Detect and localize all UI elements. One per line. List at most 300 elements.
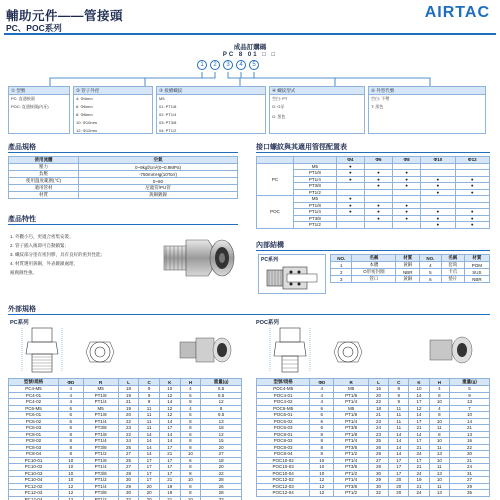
cell: 25 xyxy=(118,457,139,464)
cell: 4 xyxy=(58,399,83,406)
model-cell: POC xyxy=(257,196,294,229)
fit-dot: ● xyxy=(364,215,392,222)
cell: 8 xyxy=(58,438,83,445)
cell: PT1/2 xyxy=(334,490,368,497)
cell: 11 xyxy=(139,425,160,432)
cell: 12 xyxy=(159,405,180,412)
internal-title: 內部結構 xyxy=(256,242,284,249)
cell: 13 xyxy=(449,399,489,406)
cell: 35 xyxy=(449,490,489,497)
fit-dot: ● xyxy=(336,170,364,177)
cell: 4 xyxy=(180,405,201,412)
col-header: Φ10 xyxy=(421,157,455,164)
code-circle: 4 xyxy=(236,60,246,70)
thread-cell: PT1/8 xyxy=(294,202,337,209)
cell: 28 xyxy=(201,490,242,497)
cell: 10 xyxy=(429,418,449,425)
cell: O形密封圈 xyxy=(352,269,396,276)
spec-value: -750mmHg(10Torr) xyxy=(79,171,238,178)
cell: 4 xyxy=(310,392,334,399)
cell: 12 xyxy=(58,496,83,500)
cell: 10 xyxy=(409,386,429,393)
col-header: C xyxy=(389,379,409,386)
order-code-box-shape xyxy=(368,86,486,134)
cell: POC8-01 xyxy=(257,431,310,438)
cell: 8 xyxy=(201,405,242,412)
cell: PT3/8 xyxy=(334,464,368,471)
compat-divider xyxy=(256,152,490,153)
spec-label: 壓力 xyxy=(9,164,79,171)
thread-cell: M5 xyxy=(294,163,337,170)
cell: 26 xyxy=(368,444,388,451)
cell: 14 xyxy=(389,444,409,451)
cell: PT1/2 xyxy=(83,451,118,458)
cell: POC4-01 xyxy=(257,392,310,399)
fit-dot xyxy=(336,222,364,229)
col-header: Φ4 xyxy=(336,157,364,164)
spec-label: 適用管材 xyxy=(9,185,79,192)
thread-cell: PT1/2 xyxy=(294,189,337,196)
cell: PC10-04 xyxy=(9,477,59,484)
fit-dot: ● xyxy=(364,176,392,183)
internal-diagram-label: PC系列 xyxy=(261,257,278,263)
table-header-row xyxy=(9,379,242,386)
cell: 19 xyxy=(159,490,180,497)
cell: POC8-02 xyxy=(257,438,310,445)
cell: 管口 xyxy=(352,276,396,283)
cell: PC6-03 xyxy=(9,425,59,432)
specs-table xyxy=(8,156,238,199)
cell: 21 xyxy=(159,477,180,484)
cell: 6 xyxy=(310,418,334,425)
fit-dot: ● xyxy=(393,202,421,209)
spec-value: 空氣 xyxy=(79,157,238,164)
cell: 16 xyxy=(368,386,388,393)
order-code-connector-lines xyxy=(10,72,480,86)
cell: 8 xyxy=(58,451,83,458)
fit-dot: ● xyxy=(455,183,489,190)
box-line: 04: PT1/2 xyxy=(159,128,177,133)
cell: 17 xyxy=(139,477,160,484)
cell: 6 xyxy=(310,405,334,412)
cell: 4 xyxy=(58,392,83,399)
feature-item: 2. 管子插入後即可自動鎖緊； xyxy=(10,243,70,248)
cell: 12 xyxy=(201,399,242,406)
cell: 14 xyxy=(449,418,489,425)
cell: 10 xyxy=(429,399,449,406)
thread-cell: M5 xyxy=(294,196,337,203)
cell: 10 xyxy=(180,451,201,458)
cell: 19 xyxy=(159,483,180,490)
order-code-circles xyxy=(197,60,259,70)
cell: POC6-02 xyxy=(257,418,310,425)
cell: 31 xyxy=(449,470,489,477)
cell: 8 xyxy=(180,470,201,477)
internal-divider xyxy=(256,250,490,251)
features-title: 產品特性 xyxy=(8,216,36,223)
cell: 8 xyxy=(180,425,201,432)
cell: 11 xyxy=(389,418,409,425)
col-header: H xyxy=(180,379,201,386)
col-header: Φ8 xyxy=(393,157,421,164)
cell: PT3/8 xyxy=(83,490,118,497)
cell: 11 xyxy=(389,425,409,432)
col-header: Φ6 xyxy=(364,157,392,164)
cell: 12 xyxy=(310,477,334,484)
cell: 12 xyxy=(310,490,334,497)
table-header-row xyxy=(257,379,490,386)
poc-dimension-drawing xyxy=(262,326,382,378)
cell: 6 xyxy=(180,412,201,419)
cell: 10 xyxy=(58,470,83,477)
cell: 21 xyxy=(409,483,429,490)
cell: 18 xyxy=(118,386,139,393)
table-row xyxy=(9,185,238,192)
col-header: 名稱 xyxy=(352,255,396,262)
cell: 14 xyxy=(389,451,409,458)
cell: NBR xyxy=(396,269,420,276)
table-header-row xyxy=(331,255,490,262)
cell: 21 xyxy=(449,425,489,432)
cell: 4 xyxy=(58,386,83,393)
cell: 17 xyxy=(159,444,180,451)
cell: PT1/2 xyxy=(334,470,368,477)
fit-dot: ● xyxy=(336,176,364,183)
col-header: NO. xyxy=(331,255,352,262)
cell: 33 xyxy=(201,496,242,500)
spec-label: 負壓 xyxy=(9,171,79,178)
cell: 10 xyxy=(180,477,201,484)
cell: 18 xyxy=(368,405,388,412)
cell: 8 xyxy=(180,490,201,497)
spec-label: 使用溫度範圍(℃) xyxy=(9,178,79,185)
col-header: ΦD xyxy=(58,379,83,386)
cell: 17 xyxy=(409,457,429,464)
cell: 18 xyxy=(201,457,242,464)
cell: 12 xyxy=(159,392,180,399)
cell: 4 xyxy=(180,386,201,393)
cell: 6 xyxy=(180,392,201,399)
cell: 21 xyxy=(159,496,180,500)
cell: 20 xyxy=(201,444,242,451)
thread-cell: PT1/4 xyxy=(294,209,337,216)
table-row xyxy=(9,496,242,500)
cell: 7 xyxy=(449,405,489,412)
cell: 24 xyxy=(449,464,489,471)
cell: 24 xyxy=(409,451,429,458)
code-circle: 2 xyxy=(210,60,220,70)
col-header: L xyxy=(368,379,388,386)
box-heading: ④ 螺紋型式 xyxy=(270,87,364,95)
cell: 10 xyxy=(449,412,489,419)
cell: 6.5 xyxy=(201,386,242,393)
cell: 19 xyxy=(118,405,139,412)
box-heading: ③ 接續螺紋 xyxy=(157,87,265,95)
dims-divider xyxy=(8,314,490,315)
fit-dot: ● xyxy=(455,189,489,196)
cell: 10 xyxy=(310,457,334,464)
table-row xyxy=(331,276,490,283)
feature-item: 3. 螺紋部分塗有密封膠，具有良好的密封性能； xyxy=(10,252,106,257)
fit-dot: ● xyxy=(336,163,364,170)
cell: PT3/8 xyxy=(83,425,118,432)
specs-divider xyxy=(8,152,238,153)
cell: 14 xyxy=(159,399,180,406)
cell: 20 xyxy=(368,392,388,399)
cell: 13 xyxy=(429,470,449,477)
box-line: G: 黑色 xyxy=(272,114,286,119)
cell: 3 xyxy=(331,276,352,283)
cell: 卡爪 xyxy=(441,269,464,276)
cell: 12 xyxy=(201,431,242,438)
cell: 13 xyxy=(449,431,489,438)
cell: 套筒 xyxy=(441,262,464,269)
cell: 11 xyxy=(389,405,409,412)
fit-dot: ● xyxy=(421,215,455,222)
cell: 17 xyxy=(159,464,180,471)
specs-title: 產品規格 xyxy=(8,144,36,151)
cell: 13 xyxy=(429,451,449,458)
cell: 22 xyxy=(449,444,489,451)
cell: 5 xyxy=(449,386,489,393)
fit-dot: ● xyxy=(455,176,489,183)
cell: PC4-01 xyxy=(9,392,59,399)
cell: 21 xyxy=(368,412,388,419)
spec-value: 黃銅鍍鎳 xyxy=(79,192,238,199)
cell: 6 xyxy=(180,457,201,464)
cell: 25 xyxy=(118,444,139,451)
fitting-product-photo xyxy=(160,226,240,292)
cell: 28 xyxy=(201,477,242,484)
cell: 17 xyxy=(409,399,429,406)
cell: PT1/4 xyxy=(83,483,118,490)
internal-section-drawing xyxy=(265,264,321,292)
cell: 13 xyxy=(429,490,449,497)
col-header: ΦD xyxy=(310,379,334,386)
cell: 8 xyxy=(180,464,201,471)
cell: 29 xyxy=(449,483,489,490)
pc-series-label: PC系列 xyxy=(10,320,29,326)
cell: 8 xyxy=(429,431,449,438)
cell: 8 xyxy=(180,483,201,490)
cell: 14 xyxy=(389,431,409,438)
pc-dimension-table xyxy=(8,378,242,500)
cell: 24 xyxy=(118,438,139,445)
internal-parts-table xyxy=(330,254,490,283)
thread-cell: PT1/4 xyxy=(294,176,337,183)
col-header: L xyxy=(118,379,139,386)
cell: 16 xyxy=(449,438,489,445)
header-divider xyxy=(4,33,496,35)
box-line: T: 黑色 xyxy=(371,104,384,109)
box-line: 8: Φ8mm xyxy=(76,112,93,117)
cell: 20 xyxy=(389,483,409,490)
cell: PC10-03 xyxy=(9,470,59,477)
cell: 10 xyxy=(58,477,83,484)
cell: 8 xyxy=(180,444,201,451)
cell: 19 xyxy=(409,477,429,484)
cell: 6 xyxy=(310,412,334,419)
cell: 21 xyxy=(409,444,429,451)
cell: 11 xyxy=(139,412,160,419)
cell: PT1/8 xyxy=(334,412,368,419)
cell: 17 xyxy=(139,470,160,477)
cell: 17 xyxy=(159,425,180,432)
cell: 21 xyxy=(409,464,429,471)
cell: 黃銅 xyxy=(396,262,420,269)
cell: PT1/4 xyxy=(83,464,118,471)
box-line: PC: 直通接頭 xyxy=(11,96,35,101)
cell: POC4-M5 xyxy=(257,386,310,393)
cell: PC10-01 xyxy=(9,457,59,464)
cell: PT1/8 xyxy=(83,412,118,419)
cell: 18 xyxy=(201,425,242,432)
cell: 17 xyxy=(389,464,409,471)
cell: 11 xyxy=(429,464,449,471)
cell: 11 xyxy=(429,425,449,432)
cell: 8 xyxy=(310,438,334,445)
cell: 20 xyxy=(139,483,160,490)
col-header: K xyxy=(159,379,180,386)
cell: 17 xyxy=(409,418,429,425)
order-code-box-thread xyxy=(156,86,266,134)
spec-label: 使用流體 xyxy=(9,157,79,164)
cell: 10 xyxy=(310,470,334,477)
box-line: 10: Φ10mm xyxy=(76,120,97,125)
table-row xyxy=(9,171,238,178)
col-header: NO. xyxy=(420,255,441,262)
cell: 14 xyxy=(139,431,160,438)
cell: 10 xyxy=(429,457,449,464)
cell: PT1/8 xyxy=(83,392,118,399)
box-heading: ① 型號 xyxy=(9,87,69,95)
cell: 8.5 xyxy=(201,392,242,399)
cell: 17 xyxy=(159,470,180,477)
brand-logo: AIRTAC xyxy=(424,4,490,21)
col-header: R xyxy=(83,379,118,386)
cell: PT1/4 xyxy=(83,418,118,425)
cell: PT1/4 xyxy=(334,477,368,484)
box-line: 03: PT3/8 xyxy=(159,120,177,125)
cell: 8 xyxy=(310,431,334,438)
cell: PT1/4 xyxy=(83,399,118,406)
cell: 27 xyxy=(201,451,242,458)
cell: PT3/8 xyxy=(334,425,368,432)
cell: 4 xyxy=(310,386,334,393)
cell: 21 xyxy=(159,451,180,458)
cell: 9 xyxy=(389,399,409,406)
cell: 11 xyxy=(139,418,160,425)
cell: 2 xyxy=(331,269,352,276)
cell: 20 xyxy=(118,412,139,419)
cell: 14 xyxy=(409,412,429,419)
fit-dot: ● xyxy=(393,170,421,177)
cell: 22 xyxy=(201,470,242,477)
cell: PC12-04 xyxy=(9,496,59,500)
cell: PC8-03 xyxy=(9,444,59,451)
box-line: 空白: PT xyxy=(272,96,288,101)
cell: PC4-02 xyxy=(9,399,59,406)
cell: 6 xyxy=(58,412,83,419)
fit-dot: ● xyxy=(364,183,392,190)
cell: 30 xyxy=(118,490,139,497)
col-header: 型號/規格 xyxy=(257,379,310,386)
cell: 28 xyxy=(118,470,139,477)
spec-value: 0~9kgf/cm²(0~0.9MPa) xyxy=(79,164,238,171)
cell: 10 xyxy=(429,477,449,484)
cell: 23 xyxy=(118,425,139,432)
cell: POC6-03 xyxy=(257,425,310,432)
fit-dot: ● xyxy=(421,183,455,190)
fit-dot: ● xyxy=(393,209,421,216)
cell: PC10-02 xyxy=(9,464,59,471)
col-header: C xyxy=(139,379,160,386)
poc-fitting-photo xyxy=(428,330,484,370)
cell: 25 xyxy=(368,438,388,445)
features-divider xyxy=(8,224,238,225)
table-row xyxy=(9,164,238,171)
cell: 11 xyxy=(139,405,160,412)
cell: 4 xyxy=(310,399,334,406)
cell: 21 xyxy=(449,457,489,464)
cell: 14 xyxy=(139,451,160,458)
col-header: Φ12 xyxy=(455,157,489,164)
cell: 26 xyxy=(201,483,242,490)
cell: 9 xyxy=(139,392,160,399)
cell: 10 xyxy=(180,496,201,500)
cell: 12 xyxy=(159,412,180,419)
fit-dot: ● xyxy=(336,196,364,203)
cell: PT3/8 xyxy=(83,470,118,477)
cell: POC12-04 xyxy=(257,490,310,497)
cell: PT1/2 xyxy=(334,451,368,458)
cell: 8 xyxy=(58,444,83,451)
cell: 23 xyxy=(368,418,388,425)
cell: 27 xyxy=(368,457,388,464)
cell: 27 xyxy=(118,451,139,458)
cell: SUS xyxy=(464,269,489,276)
cell: 14 xyxy=(139,444,160,451)
box-line: 01: PT1/8 xyxy=(159,104,177,109)
cell: 11 xyxy=(429,444,449,451)
cell: 14 xyxy=(409,431,429,438)
cell: PT3/8 xyxy=(334,483,368,490)
col-header: 名稱 xyxy=(441,255,464,262)
page-subtitle: PC、POC系列 xyxy=(6,23,62,33)
cell: 17 xyxy=(139,457,160,464)
cell: PT3/8 xyxy=(334,444,368,451)
pc-dimension-drawing xyxy=(14,326,134,378)
features-list xyxy=(10,232,155,277)
cell: PT1/4 xyxy=(334,457,368,464)
cell: PT1/8 xyxy=(83,457,118,464)
cell: POC10-03 xyxy=(257,464,310,471)
cell: PT1/2 xyxy=(83,477,118,484)
cell: PC6-M5 xyxy=(9,405,59,412)
cell: 9.5 xyxy=(201,412,242,419)
order-code-box-model xyxy=(8,86,70,134)
cell: 4 xyxy=(429,386,449,393)
cell: 24 xyxy=(409,470,429,477)
cell: 20 xyxy=(139,490,160,497)
col-header: 重量(g) xyxy=(449,379,489,386)
box-line: POC: 直通接頭(內牙) xyxy=(11,104,49,109)
cell: 19 xyxy=(118,392,139,399)
cell: 24 xyxy=(368,425,388,432)
cell: 8 xyxy=(429,392,449,399)
cell: 32 xyxy=(368,490,388,497)
cell: NBR xyxy=(464,276,489,283)
